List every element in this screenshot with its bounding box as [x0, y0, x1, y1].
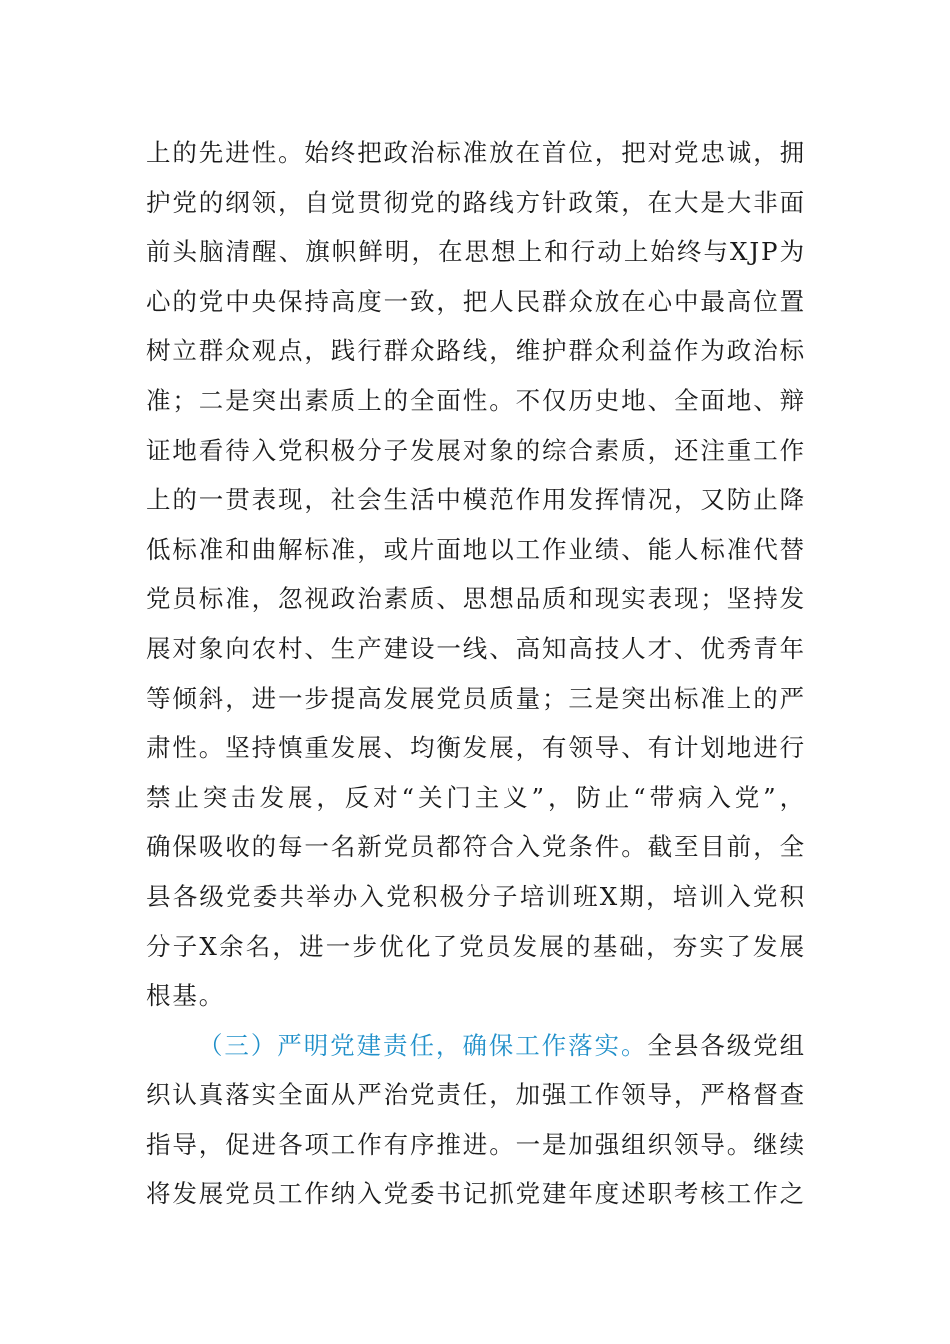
- paragraph-line: 上的一贯表现，社会生活中模范作用发挥情况，又防止降: [146, 485, 806, 515]
- paragraph-line: 树立群众观点，践行群众路线，维护群众利益作为政治标: [146, 336, 806, 366]
- paragraph-line: 党员标准，忽视政治素质、思想品质和现实表现；坚持发: [146, 584, 806, 614]
- paragraph-line: 等倾斜，进一步提高发展党员质量；三是突出标准上的严: [146, 683, 806, 713]
- paragraph-line: 心的党中央保持高度一致，把人民群众放在心中最高位置: [146, 286, 806, 316]
- paragraph-line: 前头脑清醒、旗帜鲜明，在思想上和行动上始终与XJP为: [146, 237, 806, 267]
- paragraph-line: 展对象向农村、生产建设一线、高知高技人才、优秀青年: [146, 633, 806, 663]
- paragraph-line: 证地看待入党积极分子发展对象的综合素质，还注重工作: [146, 435, 806, 465]
- paragraph-line: 指导，促进各项工作有序推进。一是加强组织领导。继续: [146, 1129, 806, 1159]
- paragraph-line: 织认真落实全面从严治党责任，加强工作领导，严格督查: [146, 1080, 806, 1110]
- paragraph-line: 分子X余名，进一步优化了党员发展的基础，夯实了发展: [146, 931, 806, 961]
- paragraph-line: 护党的纲领，自觉贯彻党的路线方针政策，在大是大非面: [146, 187, 806, 217]
- paragraph-line: 准；二是突出素质上的全面性。不仅历史地、全面地、辩: [146, 385, 806, 415]
- paragraph-line: 确保吸收的每一名新党员都符合入党条件。截至目前，全: [146, 832, 806, 862]
- body-text: [146, 128, 806, 1219]
- paragraph-line: 将发展党员工作纳入党委书记抓党建年度述职考核工作之: [146, 1179, 806, 1209]
- paragraph-line: 上的先进性。始终把政治标准放在首位，把对党忠诚，拥: [146, 138, 806, 167]
- paragraph-line: 根基。: [146, 981, 226, 1011]
- section-heading-line: [146, 1021, 806, 1071]
- paragraph-line: 肃性。坚持慎重发展、均衡发展，有领导、有计划地进行: [146, 733, 806, 763]
- paragraph-line: 禁止突击发展，反对“关门主义”，防止“带病入党”，: [146, 782, 806, 812]
- paragraph-line: 低标准和曲解标准，或片面地以工作业绩、能人标准代替: [146, 534, 806, 564]
- section-heading: （三）严明党建责任，确保工作落实。: [198, 1030, 648, 1060]
- paragraph-line: 县各级党委共举办入党积极分子培训班X期，培训入党积: [146, 881, 806, 911]
- section-text: 全县各级党组: [647, 1030, 806, 1060]
